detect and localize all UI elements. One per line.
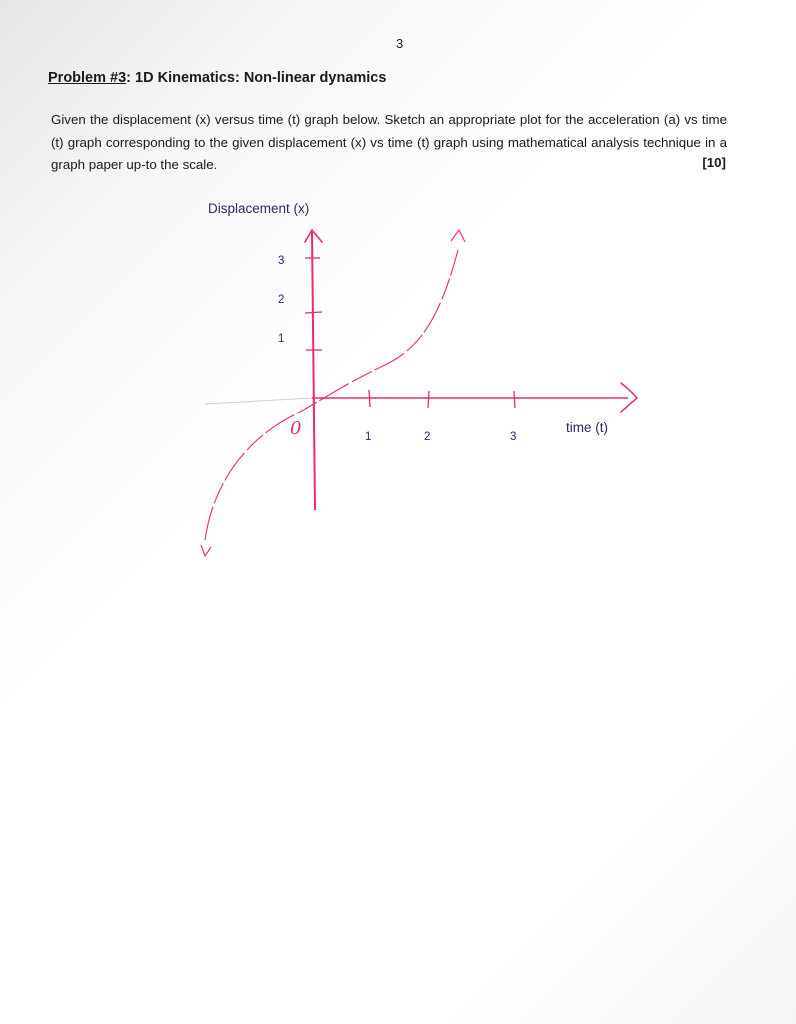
origin-label: 0 [290,418,302,439]
problem-label: Problem #3 [48,70,127,86]
x-tick-label: 3 [510,431,517,443]
displacement-curve [205,250,458,540]
y-axis [312,232,315,510]
y-axis-label: Displacement (x) [208,201,310,216]
x-tick-mark [428,391,429,408]
y-axis-arrowhead [305,230,322,242]
marks-label: [10] [702,155,726,170]
y-tick-label: 1 [278,333,285,345]
problem-statement: Given the displacement (x) versus time (t) graph below. Sketch an appropriate plot for the acceleration (a) vs time (t) graph corresponding to the given displacement (x) vs time (t) graph using mathematical analysis technique in a graph paper up-to the scale. [51,112,727,172]
x-axis-label: time (t) [566,420,608,435]
y-tick-mark [305,312,322,313]
curve-lower-arrowhead [201,545,211,556]
x-tick-mark [369,390,370,407]
x-tick-label: 2 [424,431,431,443]
page-number: 3 [396,36,404,51]
printed-x-axis-line [205,398,312,404]
y-tick-label: 2 [278,294,285,306]
x-tick-label: 1 [365,431,372,443]
problem-title: : 1D Kinematics: Non-linear dynamics [126,70,387,86]
x-tick-mark [514,391,515,408]
curve-upper-arrowhead [451,230,465,242]
y-tick-label: 3 [278,255,285,267]
